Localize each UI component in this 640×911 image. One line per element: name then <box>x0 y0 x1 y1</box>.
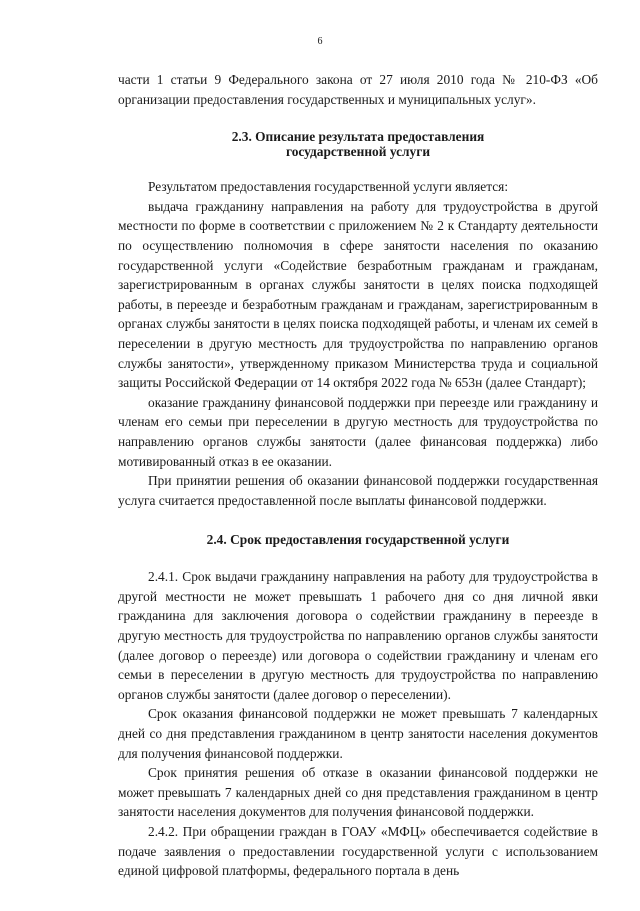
page-number: 6 <box>317 36 323 47</box>
section-2-4-paragraph: 2.4.1. Срок выдачи гражданину направления на работу для трудоустройства в другой местности не может превышать 1 рабочего дня со дня личной явки гражданина для заключения договора о содействии гражданину в переезде в другую местность для трудоустройства по направлению органов службы занятости (далее договор о переезде) или договора о содействии гражданину и членам его семьи в переселении в другую местность для трудоустройства по направлению органов службы занятости (далее договор о переселении). <box>118 569 598 702</box>
document-body <box>118 70 598 881</box>
section-2-4-paragraph: Срок принятия решения об отказе в оказании финансовой поддержки не может превышать 7 календарных дней со дня представления гражданином в центр занятости населения документов для получения финансовой поддержки. <box>118 765 598 820</box>
section-2-3-paragraph: оказание гражданину финансовой поддержки при переезде или гражданину и членам его семьи при переселении в другую местность для трудоустройства по направлению органов службы занятости (далее финансовая поддержка) либо мотивированный отказ в ее оказании. <box>118 394 598 469</box>
section-2-3-heading-line1: 2.3. Описание результата предоставления <box>231 129 485 145</box>
section-2-3-heading <box>118 129 598 159</box>
section-2-3-paragraph: выдача гражданину направления на работу для трудоустройства в другой местности по форме в соответствии с приложением № 2 к Стандарту деятельности по осуществлению полномочия в сфере занятости населения по оказанию государственной услуги «Содействие безработным гражданам и гражданам, зарегистрированным в органах службы занятости в целях поиска подходящей работы, в переезде и безработным гражданам и гражданам, зарегистрированным в органах службы занятости в целях поиска подходящей работы, и членам их семей в переселении в другую местность для трудоустройства по направлению органов службы занятости», утвержденному приказом Министерства труда и социальной защиты Российской Федерации от 14 октября 2022 года № 653н (далее Стандарт); <box>118 198 598 391</box>
section-2-3-heading-line2: государственной услуги <box>285 144 431 160</box>
section-2-3-paragraph: При принятии решения об оказании финансовой поддержки государственная услуга считается предоставленной после выплаты финансовой поддержки. <box>118 473 598 508</box>
intro-paragraph: части 1 статьи 9 Федерального закона от 27 июля 2010 года № 210-ФЗ «Об организации предоставления государственных и муниципальных услуг». <box>118 72 598 107</box>
section-2-4-paragraph: Срок оказания финансовой поддержки не может превышать 7 календарных дней со дня представления гражданином в центр занятости населения документов для получения финансовой поддержки. <box>118 706 598 761</box>
section-2-4-paragraph: 2.4.2. При обращении граждан в ГОАУ «МФЦ» обеспечивается содействие в подаче заявления о предоставлении государственной услуги с использованием единой цифровой платформы, федерального портала в день <box>118 824 598 879</box>
section-2-4-heading: 2.4. Срок предоставления государственной услуги <box>206 532 510 548</box>
section-2-3-paragraph: Результатом предоставления государственной услуги является: <box>148 179 509 195</box>
